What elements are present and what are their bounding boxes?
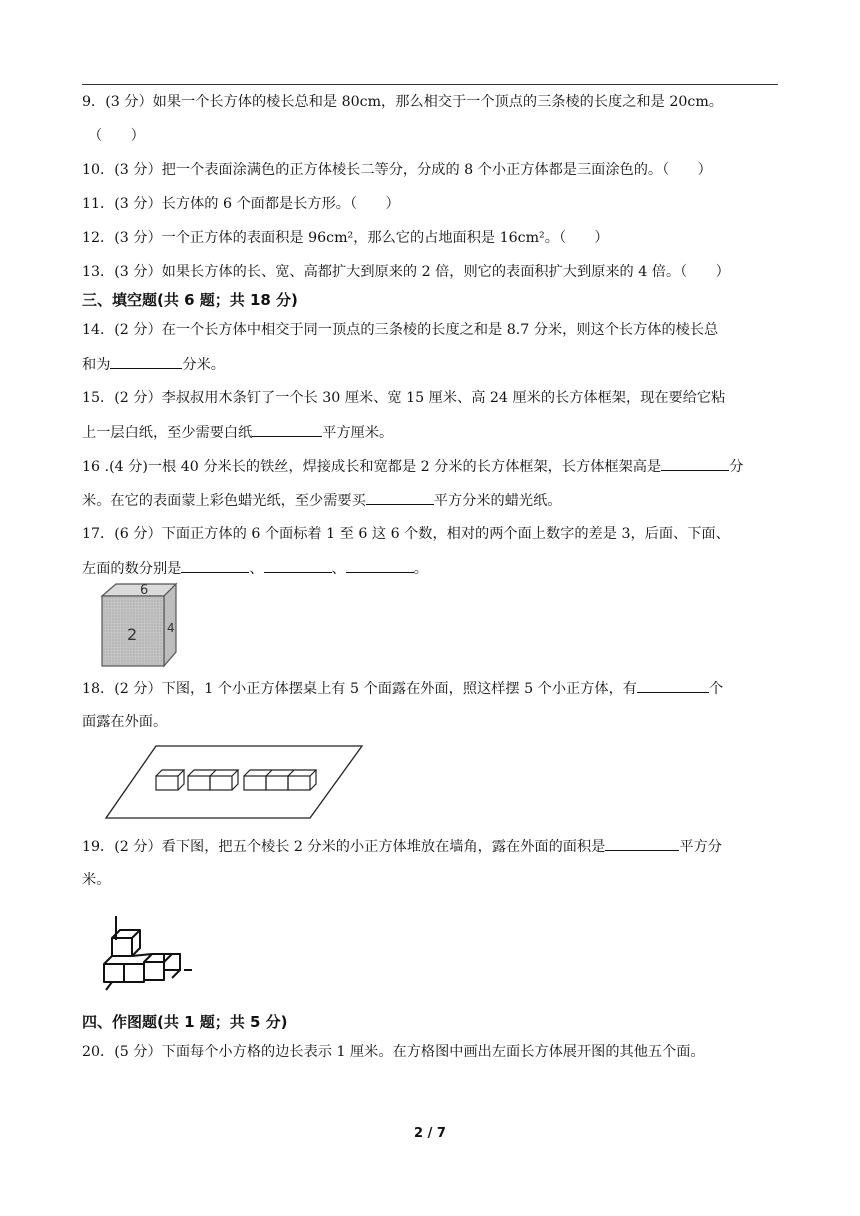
question-16-line2: [82, 490, 561, 511]
q16-line2-post: 平方分米的蜡光纸。: [433, 493, 562, 509]
q14-pre: 和为: [82, 357, 111, 373]
question-11: 11．(3 分）长方体的 6 个面都是长方形。（ ）: [82, 196, 400, 212]
question-18-line1: [82, 678, 723, 699]
q19-pre: 19．(2 分）看下图，把五个棱长 2 分米的小正方体堆放在墙角，露在外面的面积是: [82, 839, 606, 855]
question-19-line1: [82, 836, 722, 857]
question-14-line2: [82, 354, 225, 375]
q16-pre: 16 .(4 分)一根 40 分米长的铁丝，焊接成长和宽都是 2 分米的长方体框架，长方体框架高是: [82, 459, 662, 475]
question-16-line1: [82, 456, 743, 477]
cube-right-label: 4: [167, 621, 175, 635]
answer-blank-16b[interactable]: [366, 490, 434, 505]
question-14-line1: 14．(2 分）在一个长方体中相交于同一顶点的三条棱的长度之和是 8.7 分米，则这个长方体的棱长总: [82, 322, 719, 338]
question-13: 13．(3 分）如果长方体的长、宽、高都扩大到原来的 2 倍，则它的表面积扩大到原来的 4 倍。（ ）: [82, 264, 730, 280]
answer-blank-17b[interactable]: [264, 558, 332, 573]
q18-post: 个: [708, 681, 724, 697]
corner-cubes-figure: [96, 912, 196, 994]
answer-blank-14[interactable]: [110, 354, 182, 369]
q17-post: 。: [413, 561, 428, 577]
question-12: 12．(3 分）一个正方体的表面积是 96cm²，那么它的占地面积是 16cm²。（ ）: [82, 230, 609, 246]
question-15-line1: 15．(2 分）李叔叔用木条钉了一个长 30 厘米、宽 15 厘米、高 24 厘米的长方体框架，现在要给它粘: [82, 390, 726, 406]
table-top: [106, 746, 362, 818]
answer-blank-16a[interactable]: [661, 456, 729, 471]
question-15-line2: [82, 422, 393, 443]
question-10: 10．(3 分）把一个表面涂满色的正方体棱长二等分，分成的 8 个小正方体都是三面涂色的。（ ）: [82, 162, 712, 178]
q17-sep2: 、: [331, 561, 346, 577]
cube-top-label: 6: [140, 583, 149, 598]
question-17-line2: [82, 558, 428, 579]
q19-post: 平方分: [679, 839, 722, 855]
question-9: 9．(3 分）如果一个长方体的棱长总和是 80cm，那么相交于一个顶点的三条棱的长度之和是 20cm。: [82, 94, 723, 110]
q15-pre: 上一层白纸，至少需要白纸: [82, 425, 253, 441]
single-cube: [156, 770, 184, 790]
answer-paren-9[interactable]: （ ）: [88, 128, 145, 144]
answer-blank-15[interactable]: [252, 422, 322, 437]
page-number: 2 / 7: [414, 1126, 446, 1141]
cube-top-face: [102, 584, 176, 596]
cube-front-label: 2: [127, 625, 138, 644]
numbered-cube-figure: [94, 582, 180, 668]
q18-pre: 18．(2 分）下图，1 个小正方体摆桌上有 5 个面露在外面，照这样摆 5 个小正方体，有: [82, 681, 637, 697]
q15-post: 平方厘米。: [322, 425, 394, 441]
header-rule: [82, 84, 778, 85]
triple-cube: [244, 770, 316, 790]
question-18-line2: 面露在外面。: [82, 714, 168, 730]
question-20: 20．(5 分）下面每个小方格的边长表示 1 厘米。在方格图中画出左面长方体展开图的其他五个面。: [82, 1044, 705, 1060]
q16-line2-pre: 米。在它的表面蒙上彩色蜡光纸，至少需要买: [82, 493, 366, 509]
answer-blank-18[interactable]: [637, 678, 709, 693]
answer-blank-17a[interactable]: [181, 558, 249, 573]
double-cube: [188, 770, 238, 790]
answer-blank-17c[interactable]: [346, 558, 414, 573]
question-19-line2: 米。: [82, 872, 111, 888]
q17-sep1: 、: [249, 561, 264, 577]
q14-post: 分米。: [182, 357, 225, 373]
section-4-heading: 四、作图题(共 1 题；共 5 分): [82, 1013, 288, 1031]
q16-post: 分: [729, 459, 744, 475]
section-3-heading: 三、填空题(共 6 题；共 18 分): [82, 291, 298, 309]
q17-pre: 左面的数分别是: [82, 561, 182, 577]
answer-blank-19[interactable]: [605, 836, 679, 851]
question-17-line1: 17．(6 分）下面正方体的 6 个面标着 1 至 6 这 6 个数，相对的两个面上数字的差是 3，后面、下面、: [82, 526, 730, 542]
cubes-on-table-figure: [104, 742, 366, 824]
